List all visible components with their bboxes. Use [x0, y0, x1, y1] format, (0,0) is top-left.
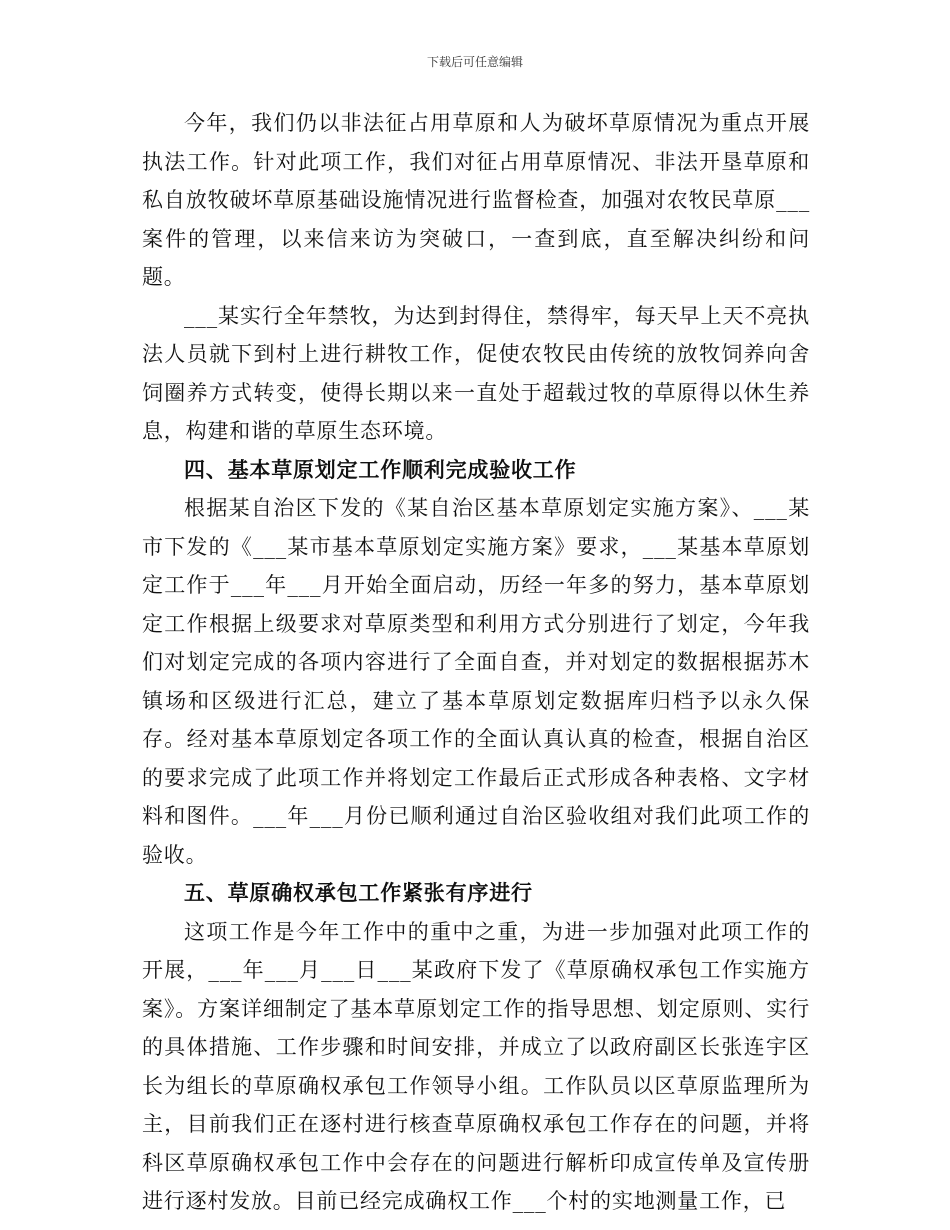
paragraph-grassland-demarcation: 根据某自治区下发的《某自治区基本草原划定实施方案》、___某市下发的《___某市基本草原划定实施方案》要求，___某基本草原划定工作于___年___月开始全面启动，历经一年多的努力，基本草原划定工作根据上级要求对草原类型和利用方式分别进行了划定，今年我们对划定完成的各项内容进行了全面自查，并对划定的数据根据苏木镇场和区级进行汇总，建立了基本草原划定数据库归档予以永久保存。经对基本草原划定各项工作的全面认真认真的检查，根据自治区的要求完成了此项工作并将划定工作最后正式形成各种表格、文字材料和图件。___年___月份已顺利通过自治区验收组对我们此项工作的验收。: [142, 496, 810, 867]
document-body: [142, 104, 810, 1221]
paragraph-contracting: 这项工作是今年工作中的重中之重，为进一步加强对此项工作的开展，___年___月___日___某政府下发了《草原确权承包工作实施方案》。方案详细制定了基本草原划定工作的指导思想、划定原则、实行的具体措施、工作步骤和时间安排，并成立了以政府副区长张连宇区长为组长的草原确权承包工作领导小组。工作队员以区草原监理所为主，目前我们正在逐村进行核查草原确权承包工作存在的问题，并将科区草原确权承包工作中会存在的问题进行解析印成宣传单及宣传册进行逐村发放。目前已经完成确权工作___个村的实地测量工作，已: [142, 919, 810, 1213]
paragraph-grazing-ban: ___某实行全年禁牧，为达到封得住，禁得牢，每天早上天不亮执法人员就下到村上进行耕牧工作，促使农牧民由传统的放牧饲养向舍饲圈养方式转变，使得长期以来一直处于超载过牧的草原得以休生养息，构建和谐的草原生态环境。: [142, 303, 810, 443]
section-heading-4: 四、基本草原划定工作顺利完成验收工作: [184, 456, 577, 482]
page-header: 下载后可任意编辑: [426, 55, 523, 69]
section-heading-5: 五、草原确权承包工作紧张有序进行: [184, 880, 533, 905]
paragraph-enforcement: 今年，我们仍以非法征占用草原和人为破坏草原情况为重点开展执法工作。针对此项工作，我们对征占用草原情况、非法开垦草原和私自放牧破坏草原基础设施情况进行监督检查，加强对农牧民草原___案件的管理，以来信来访为突破口，一查到底，直至解决纠纷和问题。: [142, 111, 810, 289]
